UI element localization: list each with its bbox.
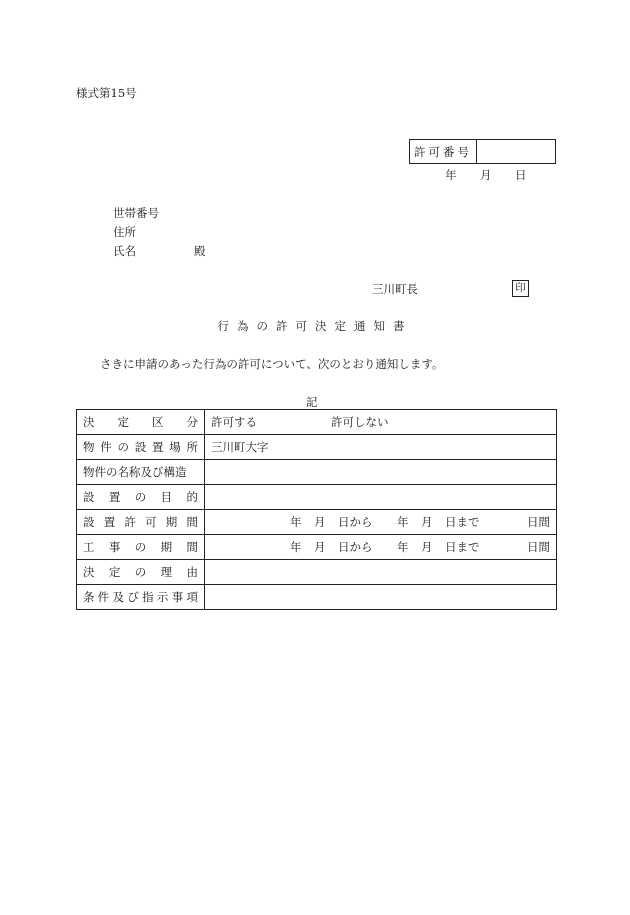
pp-days: 日間 [527,515,550,529]
work-period-label-cell [77,535,205,560]
permit-number-label: 許可番号 [410,140,477,163]
pp-month-to: 月 [421,515,433,529]
decision-option-permit[interactable]: 許可する [211,415,257,429]
wp-year-from: 年 [290,540,302,554]
row-conditions [77,585,557,610]
reason-label: 決 定 の 理 由 [83,565,198,579]
issuer: 三川町長 [372,282,418,296]
date-month: 月 [480,168,492,182]
date-year: 年 [445,168,457,182]
purpose-label: 設 置 の 目 的 [83,490,198,504]
pp-day-to: 日まで [445,515,480,529]
permit-period-value[interactable] [205,510,557,535]
household-number-label: 世帯番号 [113,206,159,220]
decision-label: 決 定 区 分 [83,415,198,429]
wp-year-to: 年 [397,540,409,554]
row-location [77,435,557,460]
pp-month-from: 月 [314,515,326,529]
decision-label-cell [77,410,205,435]
location-label-cell [77,435,205,460]
permit-period-label: 設 置 許 可 期 間 [83,515,198,529]
work-period-label: 工 事 の 期 間 [83,540,198,554]
location-label: 物 件 の 設 置 場 所 [83,440,198,454]
purpose-value[interactable] [205,485,557,510]
wp-day-to: 日まで [445,540,480,554]
wp-days: 日間 [527,540,550,554]
address-label: 住所 [113,225,136,239]
ki-heading: 記 [306,395,318,409]
row-work-period [77,535,557,560]
form-number: 様式第15号 [76,86,137,100]
reason-label-cell [77,560,205,585]
row-name-structure [77,460,557,485]
purpose-label-cell [77,485,205,510]
date-day: 日 [515,168,527,182]
seal-mark: 印 [512,280,529,297]
honorific: 殿 [194,244,206,258]
permit-period-label-cell [77,510,205,535]
conditions-label: 条 件 及 び 指 示 事 項 [83,590,198,604]
name-structure-value[interactable] [205,460,557,485]
wp-month-to: 月 [421,540,433,554]
conditions-label-cell [77,585,205,610]
name-label: 氏名 [113,244,136,258]
work-period-value[interactable] [205,535,557,560]
permit-number-value[interactable] [477,140,555,163]
permit-table [76,409,557,610]
reason-value[interactable] [205,560,557,585]
pp-day-from: 日から [338,515,373,529]
document-title: 行為の許可決定通知書 [217,319,413,333]
wp-day-from: 日から [338,540,373,554]
name-structure-label: 物件の名称及び構造 [77,460,205,485]
row-decision [77,410,557,435]
row-reason [77,560,557,585]
permit-number-box [409,139,556,164]
decision-value-cell[interactable] [205,410,557,435]
row-purpose [77,485,557,510]
body-text: さきに申請のあった行為の許可について、次のとおり通知します。 [100,357,444,371]
pp-year-from: 年 [290,515,302,529]
row-permit-period [77,510,557,535]
location-value[interactable]: 三川町大字 [205,435,557,460]
pp-year-to: 年 [397,515,409,529]
conditions-value[interactable] [205,585,557,610]
wp-month-from: 月 [314,540,326,554]
decision-option-deny[interactable]: 許可しない [331,415,389,429]
